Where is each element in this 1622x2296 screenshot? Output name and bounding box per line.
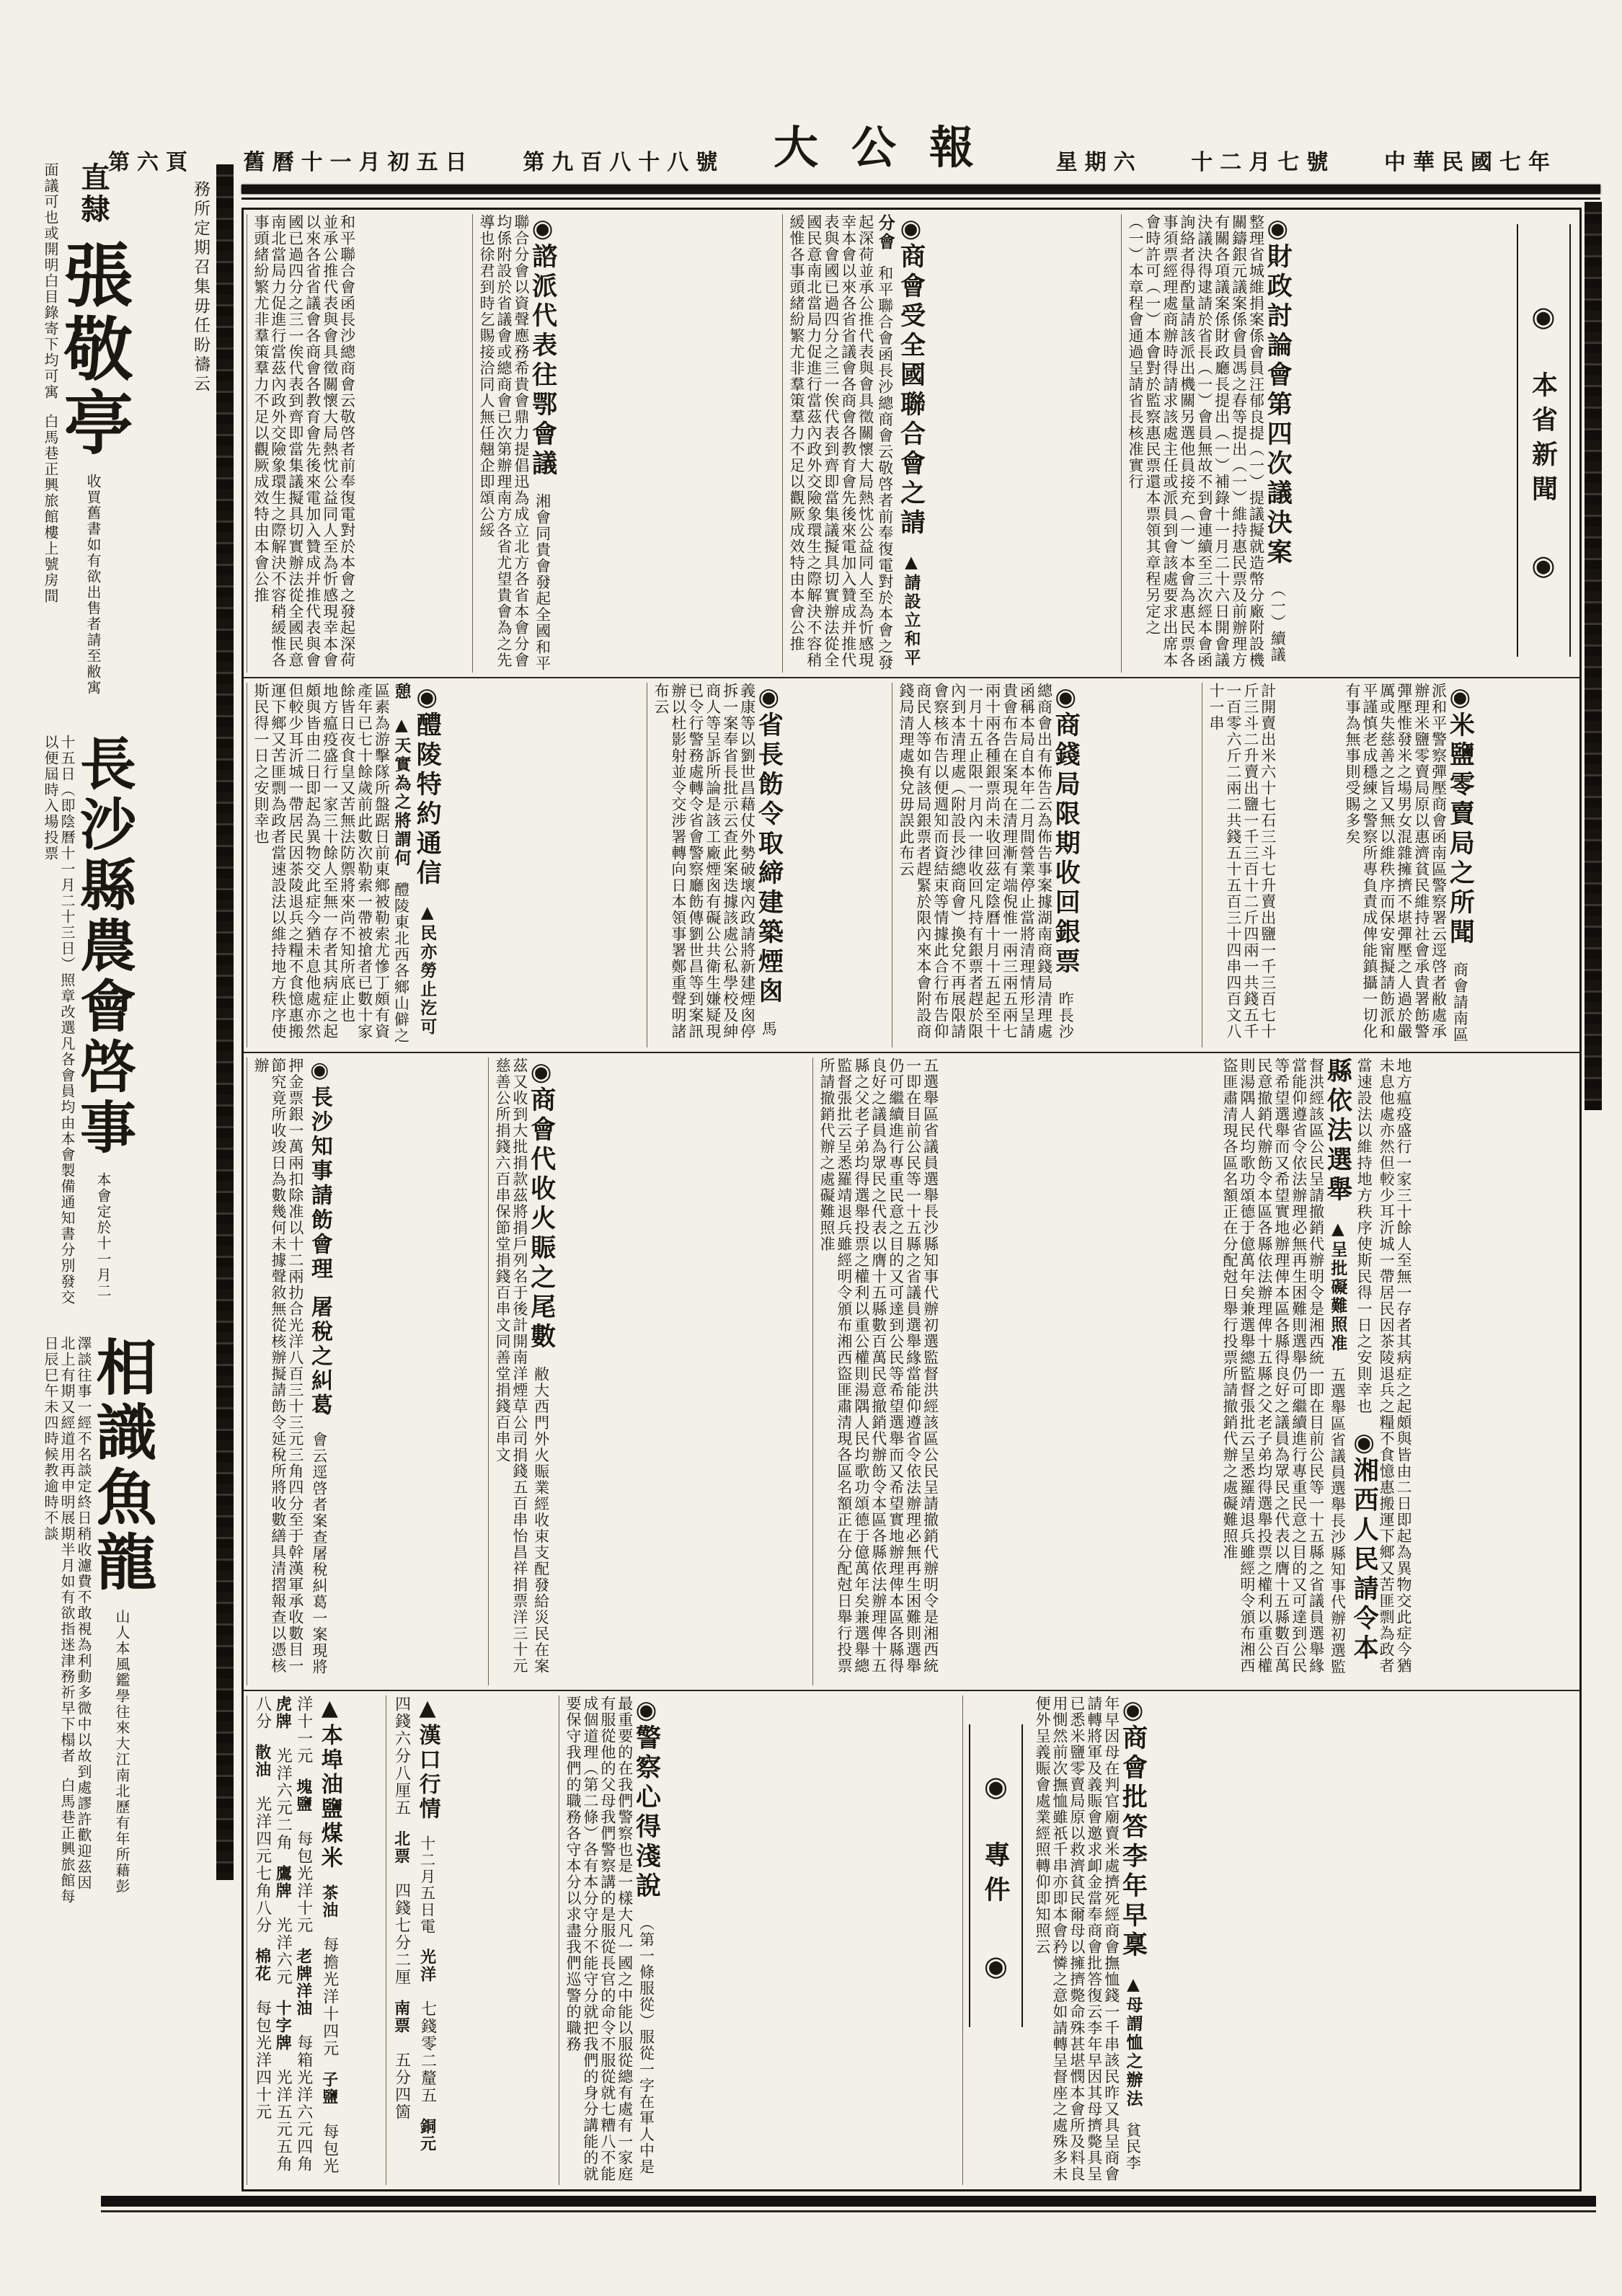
headline-rice-salt-bureau: ◉米鹽零賣局之所聞 (1445, 683, 1476, 948)
article-body: 和平聯合會函長沙總商會云敬啓者前奉復電對於本會之發起深荷並承公推代表與會具徵關懷大局熱忱公益同人至為忻感現幸本會以來各省省議會各商會各教育會先後來電加入贊成并推代表與會國已過四分之三一俟代表到齊即當集議擬具切實辦法從全國民意南北當局力促進行當茲內政外交險象環生之際解決不容稍緩惟各事頭緒紛繁尤非羣策羣力不足以觀厥成效特由本會公推 (252, 214, 356, 668)
ad-zhang-pitch: 收買舊書如有欲出售者請至敝寓面議可也或開明白目錄寄下均可寓 (42, 162, 102, 696)
headline-xiangxi-election: ◉湘西人民請令本縣依法選舉 (1323, 1058, 1380, 1664)
subhead-liling-2: ▲天實為之將謂何 (391, 715, 412, 868)
article-body: 地方瘟疫盛行一家三十餘人至無一存者其病症之起頗與皆由二日即起為異物交此症今猶未息他處亦然但較少耳沂城一帶居民因茶陵退兵之糧不食憶惠搬運下鄉又苦匪剽為政者當速設法以維持地方秩序使斯民得一日之安則幸也 (252, 683, 339, 1040)
article-sales-figures (1202, 683, 1339, 1047)
subhead-chamber-reply: ▲母謂恤之辦法 (1123, 1974, 1143, 2109)
ad-nonghui-title: 長沙縣農會啓事 (71, 735, 136, 1158)
masthead-issue-number: 第九百八十八號 (523, 150, 725, 175)
market-row: 十字牌 光洋五元五角八分 (253, 1696, 293, 2173)
market-row: 子鹽 每包光洋十一元 (294, 1696, 339, 2175)
article-body: （一）續議整理省城維捐案係會員汪郁良提（一）提議擬就造幣分廠附設機關鑄銀元議案係會員馮之春等提出（一）維持惠民票及前辦理方有關各項議案係財政廳長提出（一）補錄十一月二十六日開會議決議決得逮請於省長（一）會員無故不到會連續至三次經本會函詢絡者得酌量請該派出機關另選他員接充（一）本會為惠民票各事須票經理處商辦時得請求該處主任或派員到會該處要求出席本會時許可（一）本會對於監察惠民票還本票領其章程另定之（一）本章程會通過呈請省長核准實行 (1126, 214, 1287, 668)
market-row: 散油 光洋四元七角八分 (252, 1744, 272, 1934)
ad-nonghui-notice (42, 735, 213, 1311)
headline-money-bureau-notes: ◉商錢局限期收回銀票 (1051, 683, 1081, 978)
article-continuation-columns (247, 214, 472, 673)
subhead-liling-1: ▲民亦勞止汔可憩 (391, 683, 438, 1037)
masthead-era: 中華民國七年 (1383, 150, 1557, 175)
section-special-label: 專件 (980, 1841, 1011, 1910)
article-body: 馬義康等以劉世昌藉仗外勢破壞內政請將新建煙囪停拆一案奉省長批示云查此案迭據該處公私學校及紳商人等呈訴所論是該工廠煙囪有礙公共衛生嫌疑現已令行警務處轉令省會警察廳飭傳劉世昌等到案訊辦以杜影射並令交涉署轉向日本領事署鄭重聲明諸布云 (652, 683, 778, 1040)
section-marker-special (962, 1696, 1029, 2185)
headline-chamber-federation: ◉商會受全國聯合會之請 (896, 214, 926, 538)
article-police-insights (559, 1696, 962, 2185)
notice-tail-column: 務所定期召集毋任盼禱云 (191, 180, 210, 394)
band-petitions (244, 1053, 1579, 1691)
paper-title: 大公報 (773, 121, 1007, 174)
headline-chamber-reply: ◉商會批答李年早稟 (1118, 1696, 1148, 1961)
subhead-xiangxi: ▲呈批礙難照准 (1328, 1219, 1348, 1353)
ad-yulong-body: 山人本風鑑學往來大江南北歷有年所藉彭澤談往事一經不名談定終日稍收濾費不敢視為利動多微中以故到處謬許歡迎茲因北上有期又經道用再申明展期半月如有欲指迷津務祈早下榻者 (58, 1336, 130, 1894)
section-circle-icon: ◉ (980, 1949, 1012, 1982)
gutter-ink-ribbon (216, 164, 234, 1880)
market-row: 棉花 每包光洋四十元 (252, 1948, 272, 2121)
headline-slaughter-tax-line2: 屠稅之糾葛 (306, 1295, 332, 1418)
headline-delegates-to-hubei: ◉諮派代表往鄂會議 (528, 214, 558, 479)
headline-fire-relief-balance: ◉商會代收火賑之尾數 (526, 1058, 557, 1352)
headline-police-insights: ◉警察心得淺說 (631, 1696, 662, 1902)
main-content-frame (241, 208, 1582, 2191)
article-body: 敝大西門外火賑業經收束支配發給災民在案茲又收到大批捐款茲將捐戶列名于後計開南洋煙草公司捐錢五百串怡昌祥捐票洋三十元慈善公所捐錢六百串保節堂捐錢百串文同善堂捐錢百串文 (493, 1058, 550, 1675)
article-fire-relief-balance (488, 1058, 812, 1685)
article-body: 五選舉區省議員選舉長沙縣知事代辦初選監督洪經該區公民呈請撤銷代辦明令是湘西統一即在目前公民等一十五縣之省議員選舉緣當能仰遵省令依法辦理必無再生困難則選舉仍可繼續進行專重民意之目的又可達到公民等希望選舉而又希望實地辦理俾本區各縣得良好之議員為眾民之代表以膺十五縣數百萬民意撤銷代辦飭令本區各縣依法辦理俾十五縣之父老子弟均得選舉投票之權利以重公權則湯隅人民均歌功頌德于億萬年矣兼選舉總監督張批云呈悉羅靖退兵雖經明令頒布湘西盜匪肅清現各區名額正在分配尅日舉行投票所請撤銷代辦之處礙難照准 (817, 1058, 939, 1674)
section-circle-icon: ◉ (1527, 549, 1560, 581)
article-lead: 地方瘟疫盛行一家三十餘人至無一存者其病症之起頗與皆由二日即起為異物交此症今猶未息他處亦然但較少耳沂城一帶居民因茶陵退兵之糧不食憶惠搬運下鄉又苦匪剽為政者當速設法以維持地方秩序使斯民得一日之安則幸也 (1355, 1058, 1412, 1674)
section-circle-icon: ◉ (1527, 300, 1560, 332)
ad-yulong-address: 白馬巷正興旅館每日辰巳午未四時候教逾時不談 (42, 1336, 76, 1905)
market-row: 南票 五分四箇 (391, 2000, 411, 2121)
masthead-rule (241, 185, 1600, 202)
section-marker-provincial-news (1510, 214, 1577, 673)
masthead (108, 66, 1557, 176)
market-row: 銅元 四錢六分八厘五 (392, 1696, 437, 2153)
article-body: 會云逕啓者案查屠稅糾葛一案現將押金票銀一萬兩扣除准以十二兩扐合光洋八百三十三元三角四分至于幹漢軍承收數目一節究竟所收竣日為數幾何未據聲敘無從核辦擬請飭令延稅所將收數繕具清摺報查以憑核辦 (252, 1058, 328, 1675)
market-hankou-date: 十二月五日電 (418, 1835, 436, 1935)
market-row: 鷹牌 光洋六元 (273, 1865, 293, 1986)
article-rice-salt-bureau (1339, 683, 1577, 1047)
bottom-thin-rule (101, 2210, 1596, 2212)
market-row: 虎牌 光洋六元二角 (273, 1696, 293, 1851)
band-provincial-news (244, 210, 1579, 678)
article-chimney-ban (647, 683, 892, 1047)
sales-figures-text: 計開賣出米六十七石三斗七升賣出鹽一千三百七十斤三斗二升賣出鹽一千三百十二斤四兩一共錢五千一百零六斤二兩二共錢五十五百三十四串四百文八十一串 (1207, 683, 1277, 1040)
ad-zhang-region: 直隸 (76, 162, 110, 226)
market-local-title: ▲本埠油鹽煤米 (316, 1696, 342, 1871)
article-body: 昨長沙總商會出有佈告云為佈告事案據湖南商錢局清理處函稱本局自本年二月間營業停止當將清理情形呈請貴會布告在案現在清理漸有端倪惟一兩三兩五兩七兩十兩各種銀票尚未收回茲定陰曆十月十五起至十一月十五止限一月內一律收回凡持有銀票者趕於限內到本清理處（附設長沙總商會）換兌不再展限請會察核布告以便週知而資結束等情據此合行布告仰商民人等如有該局銀票者趕緊於限內來本會附設商錢局清理處換兌毋誤此布云 (897, 683, 1075, 1040)
headline-liling-dispatch: ◉醴陵特約通信 (412, 683, 443, 889)
article-body: 貧民李年早因母在判官廟賣米處擠死經商會撫恤錢一千串該民昨又具呈商會請轉將軍及義賑會邀求卹金當奉商會批答復云李年早因其母擠斃具呈已悉米鹽零賣局原以救濟貧民爾母以擁擠斃命殊甚堪憫本會所及料良用惻然前次撫恤雖祇千串亦即本會矜憐之意如請轉呈督座之處殊多未便外呈義賑會處業經照轉仰即知照云 (1033, 1696, 1142, 2182)
market-row: 光洋 七錢零二釐五 (417, 1949, 437, 2104)
article-body: （第一條服從）服從一字在軍人中是最重要的在我們警察也是一樣大凡一國之中能以服從總有處有一家庭有服從他的父母我們警察講的是服從長官的命令不服從就七糟八不能成個道理（第二條）各有本分守分不能守分就把我們的身分講能的就要保守我們的職務各守本分以求盡我們巡警的職務 (564, 1696, 655, 2182)
ad-zhang-jingting (42, 162, 213, 710)
market-row: 茶油 每擔光洋十四元 (319, 1884, 339, 2057)
headline-chimney-ban: ◉省長飭令取締建築煙囪 (754, 683, 784, 1007)
masthead-lunar-date: 舊曆十一月初五日 (243, 150, 474, 175)
section-provincial-news-label: 本省新聞 (1528, 371, 1559, 510)
ad-zhang-name: 張敬亭 (53, 239, 134, 460)
bottom-heavy-rule (101, 2196, 1596, 2207)
article-slaughter-tax (247, 1058, 488, 1685)
article-xiangxi-body-columns (812, 1058, 1216, 1685)
masthead-date: 十二月七號 (1191, 150, 1336, 175)
article-body: 商會請南區派和平警察彈壓商會函南區警察署云逕啓者敝處承辦理米鹽零賣局原以惠濟貧民維持社會承貴署飭警彈壓惟發米之場男女混雜擁擠不堪彈壓之人過於嚴厲或失慈善之旨又無以維秩序而保安甯擬請飭派和平謹慎老成穩練之警察所專負責成俾能鎮攝一切化有事為無事則受賜多矣 (1343, 683, 1469, 1043)
market-hankou (386, 1696, 559, 2185)
article-delegates-to-hubei (472, 214, 782, 673)
article-body: 五選舉區省議員選舉長沙縣知事代辦初選監督洪經該區公民呈請撤銷代辦明令是湘西統一即在目前公民等一十五縣之省議員選舉緣當能仰遵省令依法辦理必無再生困難則選舉仍可繼續進行專重民意之目的又可達到公民等希望選舉而又希望實地辦理俾本區各縣得良好之議員為眾民之代表以膺十五縣數百萬民意撤銷代辦飭令本區各縣依法辦理俾十五縣之父老子弟均得選舉投票之權利以重公權則湯隅人民均歌功頌德于億萬年矣兼選舉總監督張批云呈悉羅靖退兵雖經明令頒布湘西盜匪肅清現各區名額正在分配尅日舉行投票所請撤銷代辦之處礙難照准 (1220, 1058, 1347, 1675)
market-row: 塊鹽 每包光洋十元 (293, 1778, 313, 1934)
market-row: 北票 四錢七分二厘 (391, 1830, 411, 1986)
headline-slaughter-tax-line1: ◉長沙知事請飭會理 (306, 1058, 332, 1282)
market-local-goods (247, 1696, 386, 2185)
masthead-weekday: 星期六 (1055, 150, 1143, 175)
article-liling-dispatch (247, 683, 647, 1047)
ad-xiangshi-yulong (42, 1336, 213, 1905)
market-hankou-title: ▲漢口行情 (415, 1696, 440, 1822)
section-circle-icon: ◉ (980, 1770, 1012, 1802)
article-xiangxi-election (1216, 1058, 1577, 1685)
article-chamber-reply (1029, 1696, 1577, 2185)
band-bureau-notices (244, 678, 1579, 1053)
article-body: 湘會同貴會發起全國和平聯合分會以資聲應務希貴會鼎力提倡迅為成立北方各省本會分會均係附設於省議會或總商會已次第辦理南方各省尤望貴會為之先導也徐君到時乞賜接洽同人無任翹企即頌公綏 (477, 214, 551, 672)
article-chamber-federation (782, 214, 1121, 673)
subhead-peace-branch: ▲請設立和平分會 (875, 214, 921, 668)
band-special-markets (244, 1691, 1579, 2189)
advertising-gutter (42, 162, 213, 1921)
ad-yulong-title: 相識魚龍 (87, 1336, 158, 1595)
article-body: 醴陵東北西各鄉山僻之區素為游擊隊所盤踞日前東鄉被勒索尤慘丁頗有資產年已七十餘歲前此數次勒索一帶被搶者已數十家餘皆日夜食皇又苦無法防禦將來尚不知所底止也 (338, 683, 410, 1044)
ad-nonghui-body: 本會定於十一月二十五日（即陰曆十一月二十三日）照章改選凡各會員均由本會製備通知書分別發交以便屆時入場投票 (42, 735, 112, 1306)
article-body: 和平聯合會函長沙總商會云敬啓者前奉復電對於本會之發起深荷並承公推代表與會具徵關懷大局熱忱公益同人至為忻感現幸本會以來各省省議會各商會各教育會先後來電加入贊成并推代表與會國已過四分之三一俟代表到齊即當集議擬具切實辦法從全國民意南北當局力促進行當茲內政外交險象環生之際解決不容稍緩惟各事頭緒紛繁尤非羣策羣力不足以觀厥成效特由本會公推 (787, 214, 894, 671)
masthead-page-number: 第六頁 (108, 150, 195, 175)
article-money-bureau-notes (892, 683, 1202, 1047)
article-finance-council (1121, 214, 1510, 673)
right-edge-ink-ribbon (1585, 202, 1602, 1110)
ad-zhang-address: 白馬巷正興旅館樓上號房間 (42, 414, 59, 604)
headline-finance-council: ◉財政討論會第四次議決案 (1263, 214, 1293, 568)
market-row: 老牌洋油 每箱光洋六元四角 (293, 1948, 313, 2173)
